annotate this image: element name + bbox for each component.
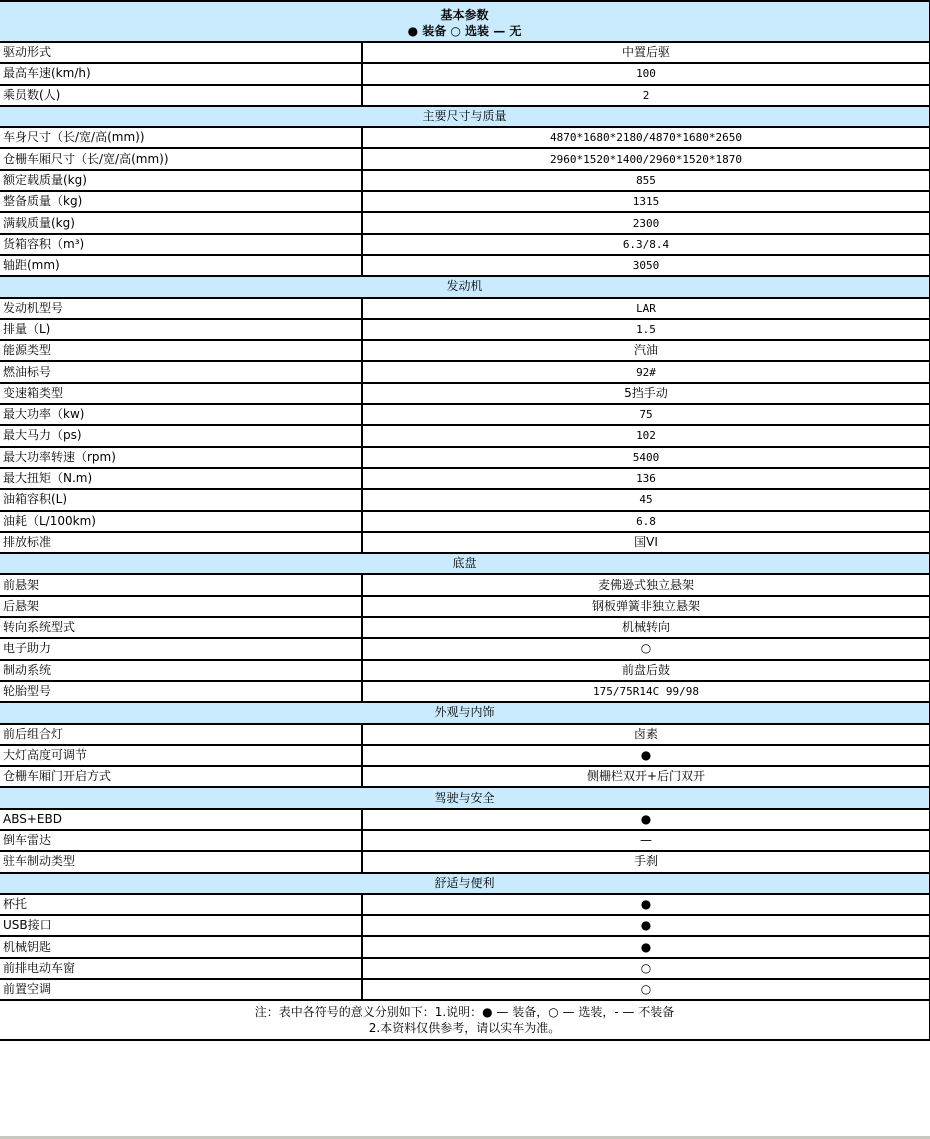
table-row: [0, 724, 930, 745]
table-row: [0, 212, 930, 233]
spec-value: 手刹: [362, 851, 930, 872]
equipped-dot-icon: ●: [362, 894, 930, 915]
table-row: [0, 915, 930, 936]
spec-label: ABS+EBD: [0, 809, 362, 830]
spec-value: 100: [362, 63, 930, 84]
table-row: [0, 617, 930, 638]
spec-label: 最大功率转速（rpm): [0, 447, 362, 468]
spec-value: 175/75R14C 99/98: [362, 681, 930, 702]
section-header: 驾驶与安全: [0, 787, 930, 808]
spec-value: 6.3/8.4: [362, 234, 930, 255]
spec-value: 6.8: [362, 511, 930, 532]
spec-label: 最高车速(km/h): [0, 63, 362, 84]
spec-label: 排量（L): [0, 319, 362, 340]
table-row: [0, 63, 930, 84]
spec-value: 3050: [362, 255, 930, 276]
spec-value: 卤素: [362, 724, 930, 745]
spec-label: 能源类型: [0, 340, 362, 361]
spec-label: 大灯高度可调节: [0, 745, 362, 766]
table-row: [0, 830, 930, 851]
spec-label: 发动机型号: [0, 298, 362, 319]
spec-label: 机械钥匙: [0, 936, 362, 957]
section-header-row: [0, 553, 930, 574]
spec-value: 国VI: [362, 532, 930, 553]
table-row: [0, 340, 930, 361]
table-row: [0, 936, 930, 957]
spec-label: 转向系统型式: [0, 617, 362, 638]
spec-value: 2300: [362, 212, 930, 233]
spec-label: 货箱容积（m³): [0, 234, 362, 255]
optional-circle-icon: ○: [362, 638, 930, 659]
section-header: 舒适与便利: [0, 873, 930, 894]
optional-circle-icon: ○: [362, 958, 930, 979]
table-row: [0, 234, 930, 255]
table-row: [0, 383, 930, 404]
table-row: [0, 191, 930, 212]
spec-label: 乘员数(人): [0, 85, 362, 106]
footnote: [0, 1000, 930, 1040]
table-row: [0, 979, 930, 1000]
table-row: [0, 851, 930, 872]
table-row: [0, 361, 930, 382]
table-row: [0, 681, 930, 702]
spec-label: 杯托: [0, 894, 362, 915]
spec-value: 75: [362, 404, 930, 425]
spec-label: 驱动形式: [0, 42, 362, 63]
spec-label: 驻车制动类型: [0, 851, 362, 872]
table-row: [0, 404, 930, 425]
spec-value: 136: [362, 468, 930, 489]
spec-label: 排放标准: [0, 532, 362, 553]
spec-label: 整备质量（kg): [0, 191, 362, 212]
table-row: [0, 809, 930, 830]
equipped-dot-icon: ●: [362, 915, 930, 936]
table-row: [0, 127, 930, 148]
section-header: 主要尺寸与质量: [0, 106, 930, 127]
spec-value: 102: [362, 425, 930, 446]
spec-label: 额定载质量(kg): [0, 170, 362, 191]
footnote-row: [0, 1000, 930, 1040]
spec-label: 轴距(mm): [0, 255, 362, 276]
table-row: [0, 319, 930, 340]
table-row: [0, 148, 930, 169]
spec-label: 倒车雷达: [0, 830, 362, 851]
table-row: [0, 745, 930, 766]
table-row: [0, 42, 930, 63]
table-row: [0, 638, 930, 659]
section-header: 发动机: [0, 276, 930, 297]
spec-value: 92#: [362, 361, 930, 382]
spec-label: 轮胎型号: [0, 681, 362, 702]
section-header: 底盘: [0, 553, 930, 574]
footnote-line-2: 2.本资料仅供参考，请以实车为准。: [368, 1021, 561, 1036]
section-header-row: [0, 702, 930, 723]
spec-value: 中置后驱: [362, 42, 930, 63]
spec-value: 4870*1680*2180/4870*1680*2650: [362, 127, 930, 148]
equipped-dot-icon: ●: [362, 809, 930, 830]
spec-value: 侧栅栏双开+后门双开: [362, 766, 930, 787]
spec-value: 2960*1520*1400/2960*1520*1870: [362, 148, 930, 169]
spec-label: 前置空调: [0, 979, 362, 1000]
table-row: [0, 489, 930, 510]
section-header-row: [0, 787, 930, 808]
table-row: [0, 85, 930, 106]
spec-label: 最大功率（kw): [0, 404, 362, 425]
table-title: 基本参数: [440, 7, 489, 22]
spec-label: 最大扭矩（N.m): [0, 468, 362, 489]
table-row: [0, 447, 930, 468]
table-row: [0, 574, 930, 595]
section-header-row: [0, 276, 930, 297]
spec-value: 钢板弹簧非独立悬架: [362, 596, 930, 617]
spec-label: 燃油标号: [0, 361, 362, 382]
spec-value: 麦佛逊式独立悬架: [362, 574, 930, 595]
spec-label: 前后组合灯: [0, 724, 362, 745]
section-header-row: [0, 873, 930, 894]
equipped-dot-icon: ●: [362, 745, 930, 766]
spec-value: 前盘后鼓: [362, 660, 930, 681]
table-title-cell: [0, 1, 930, 42]
table-row: [0, 766, 930, 787]
table-row: [0, 425, 930, 446]
table-row: [0, 660, 930, 681]
spec-value: 855: [362, 170, 930, 191]
spec-value: 2: [362, 85, 930, 106]
spec-label: 前悬架: [0, 574, 362, 595]
spec-value: 1315: [362, 191, 930, 212]
section-header-row: [0, 106, 930, 127]
table-row: [0, 532, 930, 553]
spec-label: 油箱容积(L): [0, 489, 362, 510]
table-row: [0, 298, 930, 319]
spec-label: 车身尺寸（长/宽/高(mm)): [0, 127, 362, 148]
table-row: [0, 170, 930, 191]
spec-label: 满载质量(kg): [0, 212, 362, 233]
optional-circle-icon: ○: [362, 979, 930, 1000]
spec-label: USB接口: [0, 915, 362, 936]
spec-label: 油耗（L/100km): [0, 511, 362, 532]
spec-label: 前排电动车窗: [0, 958, 362, 979]
footnote-line-1: 注：表中各符号的意义分别如下：1.说明：● — 装备，○ — 选装，- — 不装备: [254, 1005, 675, 1020]
spec-value: 机械转向: [362, 617, 930, 638]
spec-value: 5400: [362, 447, 930, 468]
spec-label: 仓栅车厢尺寸（长/宽/高(mm)): [0, 148, 362, 169]
spec-value: 45: [362, 489, 930, 510]
spec-value: LAR: [362, 298, 930, 319]
table-row: [0, 894, 930, 915]
section-header: 外观与内饰: [0, 702, 930, 723]
table-row: [0, 255, 930, 276]
table-row: [0, 468, 930, 489]
spec-value: 1.5: [362, 319, 930, 340]
spec-label: 制动系统: [0, 660, 362, 681]
spec-label: 最大马力（ps): [0, 425, 362, 446]
spec-value: 汽油: [362, 340, 930, 361]
not-equipped-dash-icon: —: [362, 830, 930, 851]
table-row: [0, 511, 930, 532]
table-row: [0, 596, 930, 617]
spec-label: 变速箱类型: [0, 383, 362, 404]
symbol-legend: ● 装备 ○ 选装 — 无: [407, 23, 522, 38]
table-row: [0, 958, 930, 979]
spec-value: 5挡手动: [362, 383, 930, 404]
spec-label: 电子助力: [0, 638, 362, 659]
equipped-dot-icon: ●: [362, 936, 930, 957]
spec-label: 后悬架: [0, 596, 362, 617]
table-title-row: [0, 1, 930, 42]
spec-label: 仓栅车厢门开启方式: [0, 766, 362, 787]
